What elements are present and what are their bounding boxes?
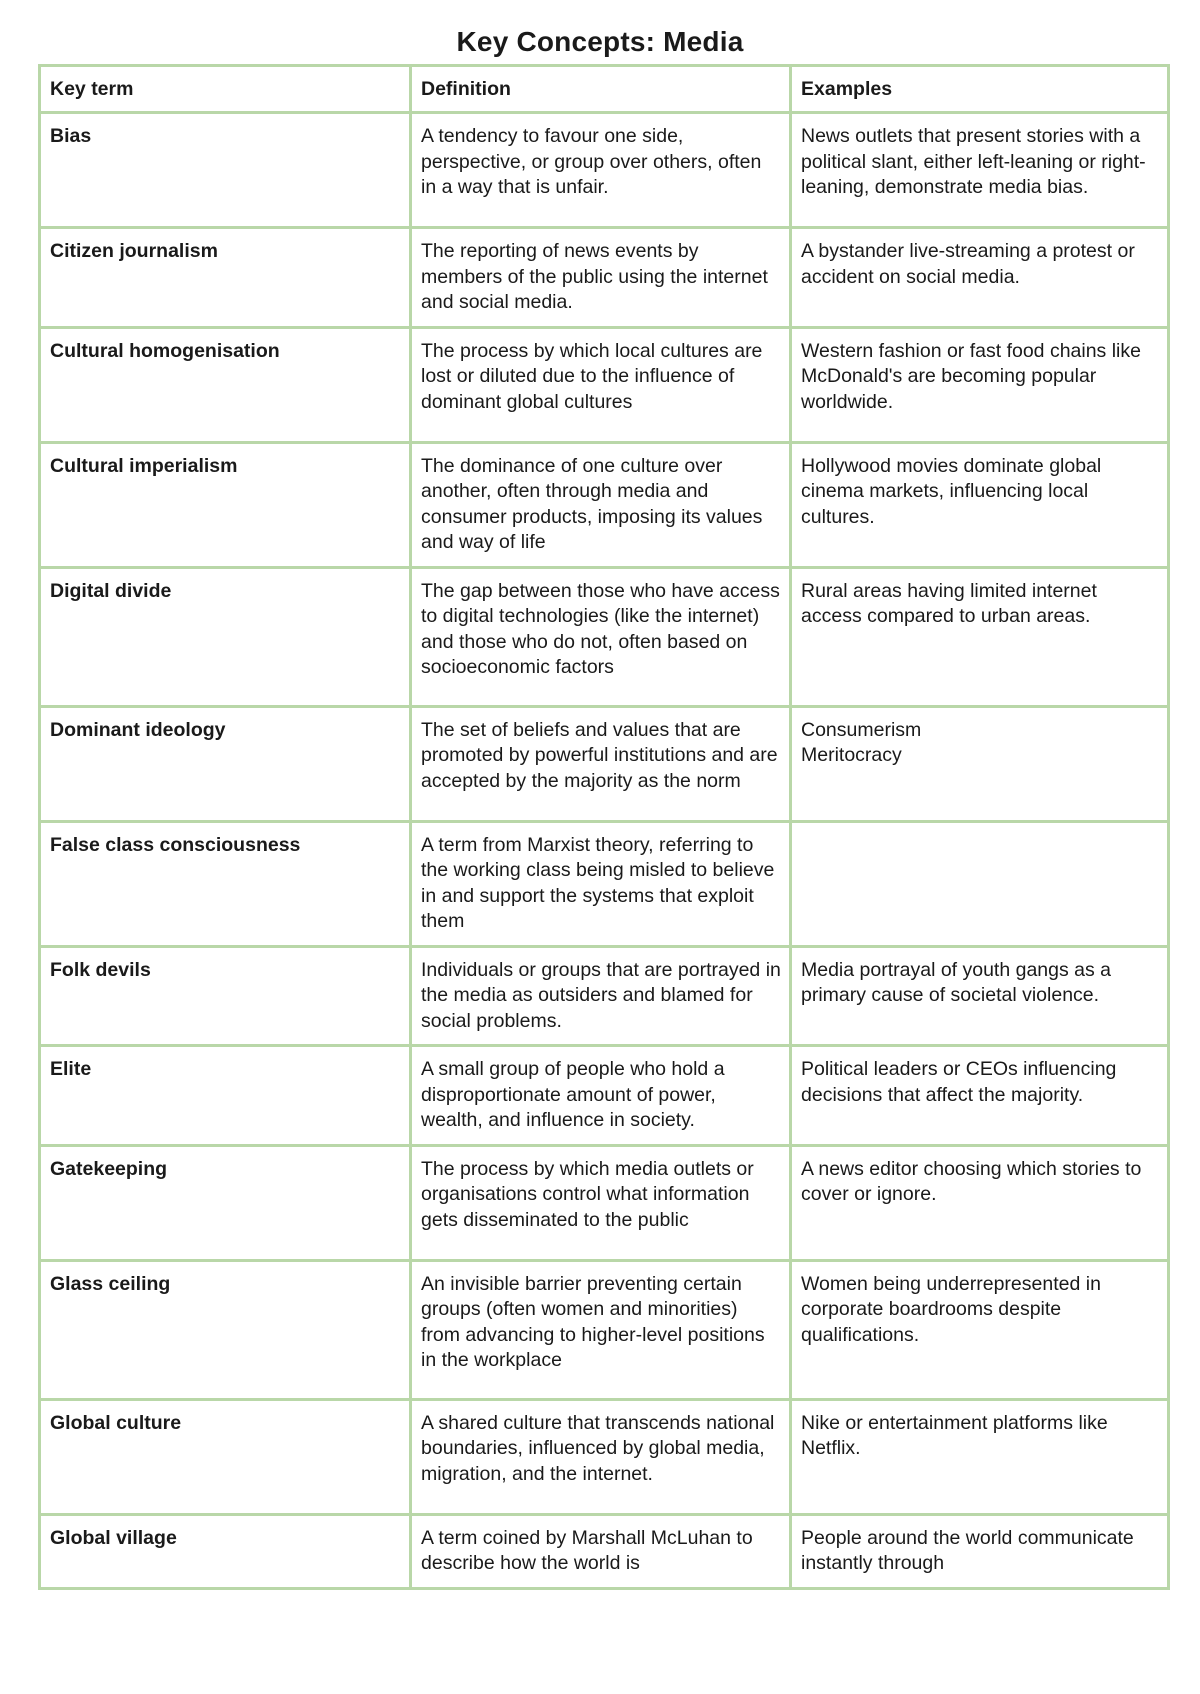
examples-cell: [791, 1260, 1169, 1399]
definition-cell: The gap between those who have access to digital technologies (like the internet) and those who do not, often based on socioeconomic factors: [411, 567, 791, 706]
examples-cell: [791, 567, 1169, 706]
key-term-cell: False class consciousness: [40, 821, 411, 946]
table-row: [40, 113, 1169, 228]
key-concepts-table: [38, 64, 1170, 1590]
definition-cell: An invisible barrier preventing certain groups (often women and minorities) from advancing to higher-level positions in the workplace: [411, 1260, 791, 1399]
key-term-cell: Gatekeeping: [40, 1145, 411, 1260]
example-line: Media portrayal of youth gangs as a primary cause of societal violence.: [801, 958, 1112, 1006]
examples-cell: [791, 1514, 1169, 1588]
table-row: [40, 442, 1169, 567]
key-term-cell: Cultural imperialism: [40, 442, 411, 567]
example-line: Women being underrepresented in corporate boardrooms despite qualifications.: [801, 1272, 1101, 1346]
key-term-cell: Dominant ideology: [40, 706, 411, 821]
example-line: Consumerism: [801, 718, 922, 741]
example-line: People around the world communicate instantly through: [801, 1526, 1134, 1574]
key-term-cell: Digital divide: [40, 567, 411, 706]
table-row: [40, 1514, 1169, 1588]
definition-cell: [411, 1514, 791, 1588]
table-row: [40, 1260, 1169, 1399]
example-line: A news editor choosing which stories to cover or ignore.: [801, 1157, 1142, 1205]
definition-cell: The dominance of one culture over another, often through media and consumer products, imposing its values and way of life: [411, 442, 791, 567]
key-term-cell: Elite: [40, 1046, 411, 1146]
definition-cell: The set of beliefs and values that are promoted by powerful institutions and are accepted by the majority as the norm: [411, 706, 791, 821]
key-term-cell: Folk devils: [40, 946, 411, 1046]
definition-cell: Individuals or groups that are portrayed in the media as outsiders and blamed for social problems.: [411, 946, 791, 1046]
header-examples: Examples: [791, 66, 1169, 113]
table-row: [40, 1399, 1169, 1514]
examples-cell: [791, 706, 1169, 821]
examples-cell: [791, 1145, 1169, 1260]
key-term-cell: Cultural homogenisation: [40, 327, 411, 442]
definition-cell: The process by which local cultures are lost or diluted due to the influence of dominant global cultures: [411, 327, 791, 442]
table-row: [40, 946, 1169, 1046]
examples-cell: [791, 442, 1169, 567]
table-row: [40, 1145, 1169, 1260]
key-term-cell: Global culture: [40, 1399, 411, 1514]
table-row: [40, 228, 1169, 328]
header-key-term: Key term: [40, 66, 411, 113]
example-line: Rural areas having limited internet access compared to urban areas.: [801, 579, 1097, 627]
header-definition: Definition: [411, 66, 791, 113]
key-term-cell: Citizen journalism: [40, 228, 411, 328]
definition-cell: The reporting of news events by members of the public using the internet and social media.: [411, 228, 791, 328]
table-body: [40, 113, 1169, 1589]
examples-cell: [791, 1046, 1169, 1146]
table-row: [40, 327, 1169, 442]
table-row: [40, 821, 1169, 946]
examples-cell: [791, 228, 1169, 328]
definition-cell: A tendency to favour one side, perspective, or group over others, often in a way that is unfair.: [411, 113, 791, 228]
examples-text: [801, 1526, 1159, 1577]
definition-cell: A small group of people who hold a disproportionate amount of power, wealth, and influence in society.: [411, 1046, 791, 1146]
definition-text: A term coined by Marshall McLuhan to describe how the world is: [421, 1526, 753, 1574]
example-line: Nike or entertainment platforms like Netflix.: [801, 1411, 1108, 1459]
key-term-cell: Global village: [40, 1514, 411, 1588]
example-line: Hollywood movies dominate global cinema markets, influencing local cultures.: [801, 454, 1102, 528]
example-line: Political leaders or CEOs influencing decisions that affect the majority.: [801, 1058, 1117, 1106]
definition-cell: A shared culture that transcends national boundaries, influenced by global media, migration, and the internet.: [411, 1399, 791, 1514]
table-row: [40, 567, 1169, 706]
examples-cell: [791, 1399, 1169, 1514]
example-line: Meritocracy: [801, 744, 902, 766]
examples-cell: [791, 327, 1169, 442]
example-line: Western fashion or fast food chains like McDonald's are becoming popular worldwide.: [801, 339, 1141, 413]
example-line: A bystander live-streaming a protest or accident on social media.: [801, 240, 1135, 288]
key-term-cell: Glass ceiling: [40, 1260, 411, 1399]
definition-cell: The process by which media outlets or organisations control what information gets disseminated to the public: [411, 1145, 791, 1260]
examples-cell: [791, 946, 1169, 1046]
definition-cell: A term from Marxist theory, referring to the working class being misled to believe in and support the systems that exploit them: [411, 821, 791, 946]
examples-cell: [791, 821, 1169, 946]
table-row: [40, 706, 1169, 821]
example-line: News outlets that present stories with a political slant, either left-leaning or right-leaning, demonstrate media bias.: [801, 125, 1146, 198]
table-header-row: [40, 66, 1169, 113]
table-row: [40, 1046, 1169, 1146]
page-title: Key Concepts: Media: [456, 26, 744, 57]
examples-cell: [791, 113, 1169, 228]
key-term-cell: Bias: [40, 113, 411, 228]
